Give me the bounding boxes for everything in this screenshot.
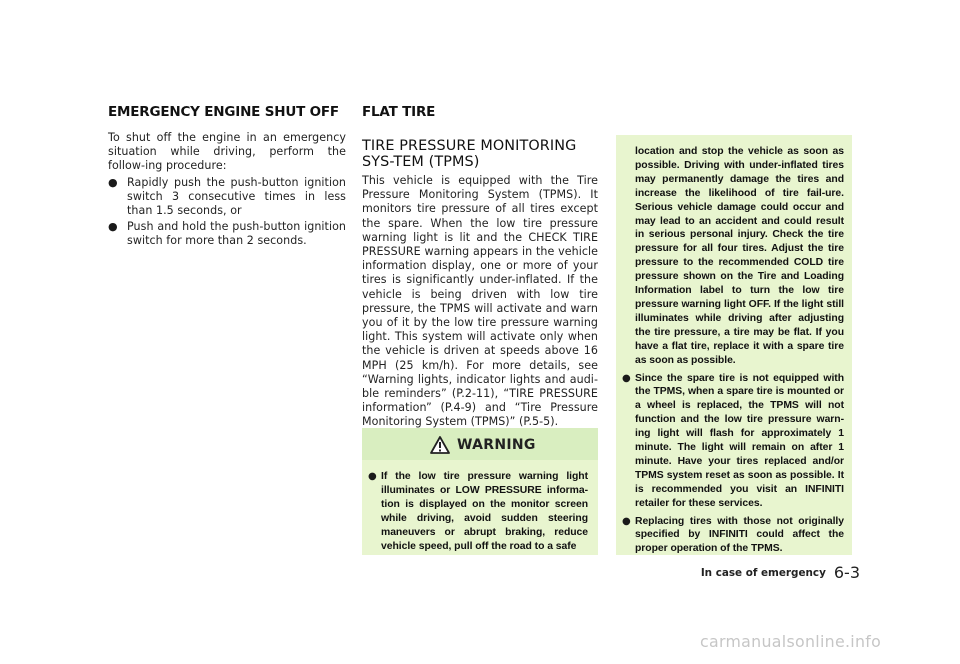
warning-triangle-icon — [430, 436, 450, 454]
warning-text: Since the spare tire is not equipped with the TPMS, when a spare tire is mounted or a wheel is replaced, the TPMS will not function and the low tire pressure warn-ing light will flash for approximately 1 minute. The light will remain on after 1 minute. Have your tires replaced and/or TPMS system reset as soon as possible. It is recommended you visit an INFINITI retailer for these services. — [635, 372, 844, 509]
emergency-shutoff-section — [108, 131, 346, 249]
bullet-icon: ● — [108, 175, 118, 189]
warning-body — [368, 470, 588, 553]
bullet-icon: ● — [108, 220, 118, 234]
flat-tire-heading: FLAT TIRE — [362, 104, 436, 120]
warning-text: Replacing tires with those not originally specified by INFINITI could affect the proper operation of the TPMS. — [635, 515, 844, 555]
emergency-shutoff-heading: EMERGENCY ENGINE SHUT OFF — [108, 104, 339, 120]
list-item — [622, 515, 844, 557]
footer-section-title: In case of emergency — [700, 567, 826, 579]
watermark: carmanualsonline.info — [700, 632, 882, 651]
warning-text: If the low tire pressure warning light illuminates or LOW PRESSURE informa-tion is displayed on the monitor screen while driving, avoid sudden steering maneuvers or abrupt braking, reduce vehicle speed, pull off the road to a safe — [381, 471, 588, 552]
warning-header — [362, 428, 598, 460]
list-item — [108, 220, 346, 248]
bullet-icon: ● — [622, 372, 631, 384]
bullet-text: Push and hold the push-button ignition switch for more than 2 seconds. — [127, 220, 346, 248]
bullet-icon: ● — [368, 471, 377, 482]
warning-continued — [616, 135, 852, 555]
tpms-subheading: TIRE PRESSURE MONITORING SYS-TEM (TPMS) — [362, 138, 577, 170]
page-footer — [700, 563, 860, 582]
tpms-body: This vehicle is equipped with the Tire Pressure Monitoring System (TPMS). It monitors tire pressure of all tires except the spare. When the low tire pressure warning light is lit and the CHECK TIRE PRESSURE warning appears in the vehicle information display, one or more of your tires is significantly under-inflated. If the vehicle is being driven with low tire pressure, the TPMS will activate and warn you of it by the low tire pressure warning light. This system will activate only when the vehicle is driven at speeds above 16 MPH (25 km/h). For more details, see “Warning lights, indicator lights and audi-ble reminders” (P.2-11), “TIRE PRESSURE information” (P.4-9) and “Tire Pressure Monitoring System (TPMS)” (P.5-5). — [362, 174, 598, 429]
warning-label: WARNING — [457, 437, 536, 453]
warning-text-continued: location and stop the vehicle as soon as possible. Driving with under-inflated tires may permanently damage the tires and increase the likelihood of tire fail-ure. Serious vehicle damage could occur and may lead to an accident and could result in serious personal injury. Check the tire pressure for all four tires. Adjust the tire pressure to the recommended COLD tire pressure shown on the Tire and Loading Information label to turn the low tire pressure warning light OFF. If the light still illuminates while driving after adjusting the tire pressure, a tire may be flat. If you have a flat tire, replace it with a spare tire as soon as possible. — [635, 146, 844, 366]
emergency-intro: To shut off the engine in an emergency situation while driving, perform the follow-ing procedure: — [108, 131, 346, 173]
tpms-section — [362, 138, 598, 430]
warning-box — [362, 428, 598, 555]
list-item — [368, 470, 588, 553]
bullet-text: Rapidly push the push-button ignition switch 3 consecutive times in less than 1.5 seconds, or — [127, 175, 346, 218]
page-number: 6-3 — [833, 563, 860, 582]
bullet-icon: ● — [622, 515, 631, 527]
list-item — [622, 372, 844, 511]
list-item — [108, 176, 346, 219]
